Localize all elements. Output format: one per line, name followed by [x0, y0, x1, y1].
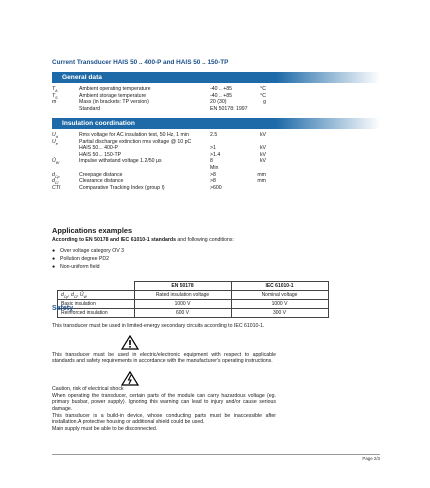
- list-item: ● Over voltage category OV 3: [52, 248, 125, 254]
- row-value: >1.4: [210, 151, 221, 158]
- row-value: 8: [210, 158, 213, 165]
- caution-text: Caution, risk of electrical shock: [52, 386, 124, 392]
- table-row: [52, 106, 276, 113]
- table-cell: Nominal voltage: [231, 291, 328, 300]
- row-description: Comparative Tracking Index (group I): [79, 184, 165, 191]
- row-value: 20 (30): [210, 99, 227, 106]
- row-symbol: CTI: [52, 184, 61, 191]
- footer-divider: [52, 454, 380, 455]
- safety-heading: Safety: [52, 305, 74, 312]
- electrical-shock-icon: [121, 371, 139, 386]
- insulation-heading: Insulation coordination: [62, 120, 135, 127]
- row-description: Partial discharge extinction rms voltage @ 10 pC: [79, 138, 192, 145]
- row-symbol: $d_{Cp}$: [52, 171, 60, 179]
- table-row: [58, 291, 329, 300]
- header-fade: [276, 118, 380, 129]
- row-unit: mm: [257, 178, 266, 185]
- list-item: ● Pollution degree PD2: [52, 256, 110, 262]
- table-cell: Rated insulation voltage: [134, 291, 231, 300]
- table-cell: $d_{Cp}$, $d_{Cl}$, $Û_W$: [58, 291, 135, 300]
- row-description: Rms voltage for AC insulation test, 50 Hz, 1 min: [79, 132, 189, 138]
- table-cell: 1000 V: [231, 300, 328, 309]
- safety-paragraph-2: This transducer must be used in electric/electronic equipment with respect to applicable standards and safety requirements in accordance with the manufacturer's operating instructions.: [52, 352, 276, 365]
- safety-paragraph-5: Main supply must be able to be disconnected.: [52, 426, 158, 432]
- row-unit: kV: [259, 132, 266, 138]
- row-description: Clearance distance: [79, 178, 124, 185]
- row-value: >8: [210, 171, 216, 178]
- row-unit: g: [263, 99, 266, 106]
- row-unit: kV: [259, 145, 266, 152]
- table-corner: [58, 282, 135, 291]
- row-symbol: $T_S$: [52, 92, 58, 100]
- header-fade: [276, 72, 380, 83]
- row-value: >600: [210, 184, 222, 191]
- row-description: Ambient operating temperature: [79, 86, 151, 92]
- table-cell: 600 V: [134, 309, 231, 318]
- row-unit: mm: [257, 171, 266, 178]
- insulation-header: [52, 118, 276, 129]
- safety-paragraph-3: When operating the transducer, certain parts of the module can carry hazardous voltage (eg. primary busbar, power supply). Ignoring this warning can lead to injury and/or cause serious damage.: [52, 393, 276, 412]
- row-description: Ambient storage temperature: [79, 92, 147, 99]
- table-header: IEC 61010-1: [231, 282, 328, 291]
- row-description: Impulse withstand voltage 1.2/50 µs: [79, 158, 162, 165]
- applications-heading: Applications examples: [52, 226, 133, 235]
- row-unit: °C: [260, 92, 266, 99]
- page-title: Current Transducer HAIS 50 .. 400-P and HAIS 50 .. 150-TP: [52, 59, 229, 66]
- insulation-standards-table: [57, 281, 329, 318]
- row-description: HAIS 50... 400-P: [79, 145, 118, 152]
- row-description: Mass (in brackets: TP version): [79, 99, 149, 106]
- general-data-heading: General data: [62, 74, 102, 81]
- table-cell: Reinforced insulation: [58, 309, 135, 318]
- row-description: HAIS 50... 150-TP: [79, 151, 122, 158]
- row-value: -40 .. +85: [210, 92, 233, 99]
- safety-paragraph-1: This transducer must be used in limited-energy secondary circuits according to IEC 61010-1.: [52, 323, 265, 329]
- table-cell: Basic insulation: [58, 300, 135, 309]
- row-unit: °C: [260, 86, 266, 92]
- row-symbol: $Û_W$: [52, 158, 60, 166]
- table-header: EN 50178: [134, 282, 231, 291]
- row-value: >8: [210, 178, 216, 185]
- row-value: Min: [210, 165, 219, 171]
- applications-intro: [52, 237, 234, 244]
- row-value: 2.5: [210, 132, 218, 138]
- row-description: Standard: [79, 105, 101, 112]
- row-symbol: $d_{Cl}$: [52, 178, 59, 186]
- applications-intro-bold: According to EN 50178 and IEC 61010-1 standards: [52, 237, 176, 243]
- row-value: EN 50178: 1997: [210, 105, 248, 112]
- general-data-header: [52, 72, 276, 83]
- table-cell: 1000 V: [134, 300, 231, 309]
- list-item: ● Non-uniform field: [52, 264, 100, 270]
- row-symbol: m: [52, 99, 57, 106]
- row-symbol: $T_A$: [52, 86, 58, 94]
- applications-intro-rest: and following conditions:: [175, 237, 234, 243]
- table-row: [58, 300, 329, 309]
- row-unit: kV: [259, 151, 266, 158]
- page-number: Page 2/3: [362, 456, 380, 461]
- table-header-row: [58, 282, 329, 291]
- table-row: [58, 309, 329, 318]
- safety-paragraph-4: This transducer is a build-in device, whose conducting parts must be inaccessible after installation.A protective housing or additional shield could be used.: [52, 413, 276, 426]
- row-description: Creepage distance: [79, 171, 123, 178]
- row-symbol: $U_e$: [52, 138, 58, 146]
- table-row: [52, 185, 276, 192]
- row-symbol: $U_d$: [52, 132, 58, 140]
- table-cell: 300 V: [231, 309, 328, 318]
- row-value: >1: [210, 145, 216, 152]
- row-unit: kV: [259, 158, 266, 165]
- warning-icon: [121, 335, 139, 350]
- row-value: -40 .. +85: [210, 86, 233, 92]
